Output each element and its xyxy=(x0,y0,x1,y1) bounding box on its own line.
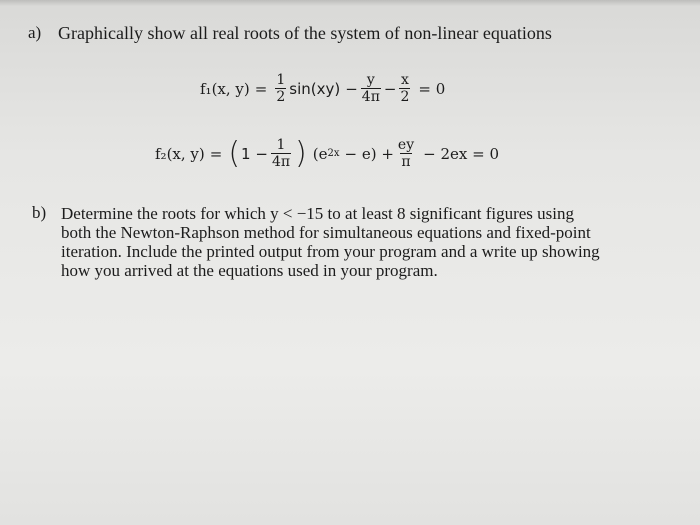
part-b-line-3: iteration. Include the printed output from your program and a write up showing xyxy=(61,242,600,261)
eq2-frac2-den: π xyxy=(401,154,411,170)
eq1-sin-term: sin(xy) xyxy=(289,79,341,98)
part-a-text: Graphically show all real roots of the system of non-linear equations xyxy=(58,23,552,43)
eq2-exp-sup: 2x xyxy=(327,148,340,159)
eq1-frac1-den: 2 xyxy=(276,89,286,105)
page-top-edge xyxy=(0,0,700,6)
part-b-line-4: how you arrived at the equations used in your program. xyxy=(61,261,438,280)
eq1-minus-2: − xyxy=(383,79,397,98)
eq2-frac2-num: ey xyxy=(397,137,415,153)
part-b-line-1: Determine the roots for which y < −15 to at least 8 significant figures using xyxy=(61,204,575,223)
eq2-lhs: f₂(x, y) xyxy=(155,144,205,163)
eq2-equals: = xyxy=(209,144,223,163)
eq1-frac3-num: x xyxy=(400,72,409,88)
eq1-lhs: f₁(x, y) xyxy=(200,79,250,98)
eq1-frac2-num: y xyxy=(366,72,375,88)
equation-f2 xyxy=(155,135,499,171)
eq2-exp-open: (e xyxy=(312,144,328,163)
eq1-fraction-y xyxy=(361,73,381,104)
eq2-frac1-den: 4π xyxy=(271,154,291,170)
eq2-fraction-ey-pi xyxy=(397,138,415,169)
part-b-label: b) xyxy=(32,203,47,222)
eq1-fraction-x xyxy=(399,73,410,104)
eq1-frac1-num: 1 xyxy=(276,72,286,88)
equation-f1 xyxy=(200,73,445,104)
eq2-frac1-num: 1 xyxy=(276,137,286,153)
eq2-right-paren: ) xyxy=(295,135,307,171)
eq2-tail: − 2ex = 0 xyxy=(423,144,499,163)
part-b-line-2: both the Newton-Raphson method for simultaneous equations and fixed-point xyxy=(61,223,591,242)
eq1-fraction-half xyxy=(275,73,286,104)
eq1-minus-1: − xyxy=(345,79,358,98)
eq2-fraction-inv-4pi xyxy=(271,138,291,169)
eq1-rhs: = 0 xyxy=(418,79,446,98)
eq1-equals: = xyxy=(254,79,268,98)
eq1-frac3-den: 2 xyxy=(400,89,410,105)
part-a-label: a) xyxy=(28,23,42,42)
eq2-left-paren: ( xyxy=(228,135,241,171)
eq2-exp-rest: − e) + xyxy=(344,144,394,163)
eq1-frac2-den: 4π xyxy=(361,89,380,105)
eq2-one-minus: 1 − xyxy=(241,144,268,163)
